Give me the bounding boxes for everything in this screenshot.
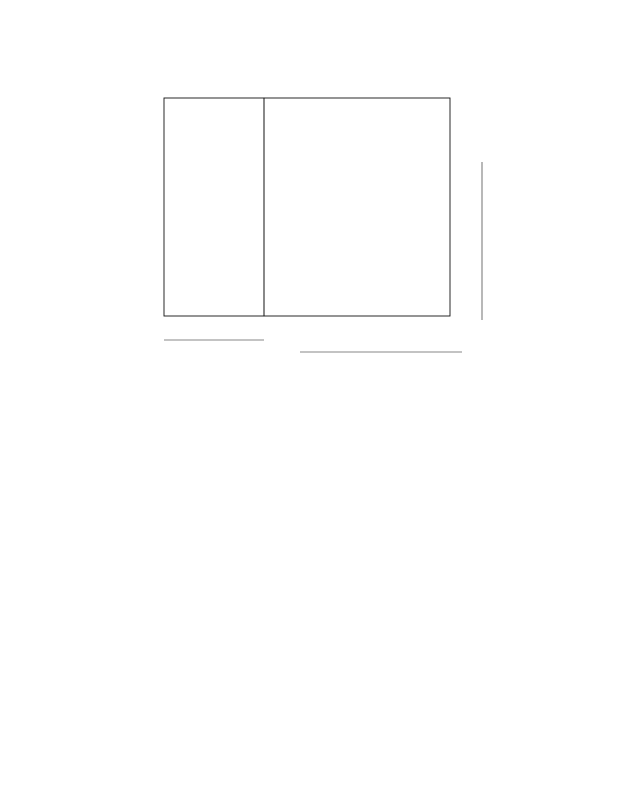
viscosity-panel	[164, 98, 264, 316]
viscosity-reynolds-chart	[110, 62, 510, 392]
paragraph-enter-fig	[73, 466, 546, 485]
figure-caption	[104, 412, 546, 432]
reynolds-panel	[264, 98, 450, 316]
